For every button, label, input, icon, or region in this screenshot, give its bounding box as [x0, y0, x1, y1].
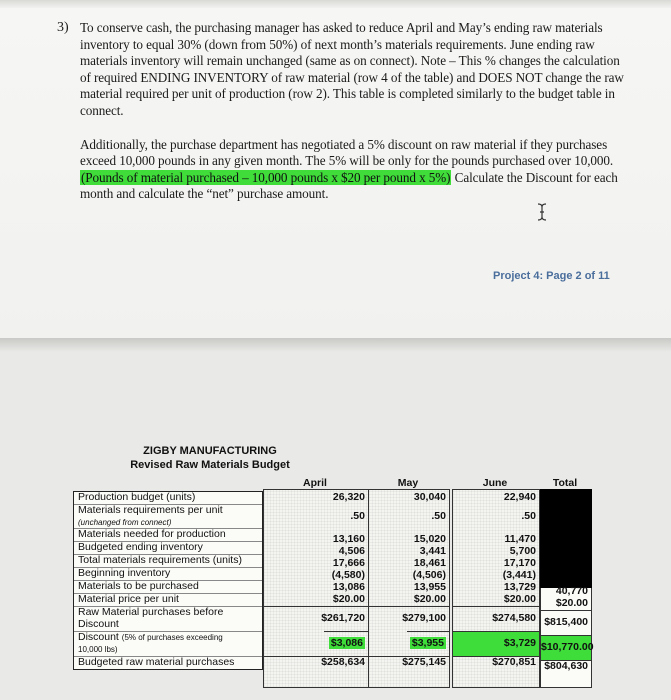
question-text	[80, 20, 625, 203]
label-to-be-purchased: Materials to be purchased	[74, 581, 262, 594]
may-needed: 15,020	[413, 533, 446, 545]
may-discount	[407, 631, 449, 656]
page-edge	[0, 0, 671, 8]
question-paragraph-2	[80, 137, 625, 203]
april-production: 26,320	[332, 491, 365, 503]
label-price-per-unit: Material price per unit	[74, 594, 262, 607]
column-june	[452, 489, 540, 688]
column-may	[368, 489, 450, 688]
label-discount	[74, 632, 262, 657]
june-ending-inventory: 5,700	[509, 545, 536, 557]
total-budgeted-purchases: $804,630	[541, 660, 591, 674]
april-beginning-inventory: (4,580)	[331, 569, 365, 581]
april-needed: 13,160	[332, 533, 365, 545]
april-budgeted-purchases: $258,634	[264, 656, 368, 670]
april-total-requirements: 17,666	[332, 557, 365, 569]
text-cursor-icon	[535, 202, 549, 222]
label-purchases-before-discount	[74, 607, 262, 632]
question-number: 3)	[57, 20, 69, 35]
label-beginning-inventory: Beginning inventory	[74, 568, 262, 581]
label-budgeted-purchases: Budgeted raw material purchases	[78, 657, 235, 668]
paragraph-2-instruction: Calculate the Discount for each month and calculate the “net” purchase amount.	[80, 169, 618, 202]
june-purchases-before: $274,580	[453, 606, 539, 631]
label-materials-per-unit-text: Materials requirements per unit	[78, 505, 223, 516]
label-materials-needed: Materials needed for production	[74, 529, 262, 542]
label-materials-per-unit	[74, 505, 262, 529]
april-discount-value: $3,086	[330, 637, 363, 649]
may-beginning-inventory: (4,506)	[412, 569, 446, 581]
may-purchases-before: $279,100	[369, 606, 449, 631]
april-purchases-before: $261,720	[264, 606, 368, 631]
june-production: 22,940	[503, 491, 536, 503]
label-production-budget: Production budget (units)	[74, 492, 262, 505]
label-total-requirements: Total materials requirements (units)	[74, 555, 262, 568]
band-shadow	[0, 338, 671, 352]
june-to-be-purchased: 13,729	[503, 581, 536, 593]
total-price: $20.00	[555, 597, 588, 609]
total-to-be-purchased: 40,770	[555, 585, 588, 597]
label-purchases-before-line2: Discount	[78, 617, 119, 630]
table-title: Revised Raw Materials Budget	[130, 459, 290, 471]
june-budgeted-purchases: $270,851	[453, 656, 539, 670]
june-price: $20.00	[503, 593, 536, 605]
header-april: April	[303, 477, 327, 489]
may-discount-value: $3,955	[411, 637, 444, 649]
april-ending-inventory: 4,506	[338, 545, 365, 557]
total-purchases-before: $815,400	[541, 610, 591, 635]
june-total-requirements: 17,170	[503, 557, 536, 569]
label-discount-note: (5% of purchases exceeding	[121, 633, 223, 642]
company-name: ZIGBY MANUFACTURING	[143, 445, 277, 457]
highlighted-formula: (Pounds of material purchased – 10,000 pounds x $20 per pound x 5%)	[81, 169, 451, 185]
april-discount	[324, 631, 368, 656]
paragraph-2-intro: Additionally, the purchase department has negotiated a 5% discount on raw material if they purchases exceed 10,000 pounds in any given month. The 5% will be only for the pounds purchased over 10,000.	[80, 136, 614, 169]
april-per-unit: .50	[350, 510, 365, 522]
header-may: May	[397, 477, 419, 489]
may-production: 30,040	[413, 491, 446, 503]
may-ending-inventory: 3,441	[419, 545, 446, 557]
june-per-unit: .50	[521, 510, 536, 522]
label-discount-note2: 10,000 lbs)	[78, 644, 118, 654]
april-to-be-purchased: 13,086	[332, 581, 365, 593]
may-total-requirements: 18,461	[413, 557, 446, 569]
header-total: Total	[552, 477, 578, 489]
may-price: $20.00	[413, 593, 446, 605]
column-total	[540, 489, 592, 688]
june-beginning-inventory: (3,441)	[502, 569, 536, 581]
april-price: $20.00	[332, 593, 365, 605]
may-per-unit: .50	[431, 510, 446, 522]
may-to-be-purchased: 13,955	[413, 581, 446, 593]
row-labels	[73, 491, 263, 670]
header-june: June	[482, 477, 508, 489]
label-ending-inventory: Budgeted ending inventory	[74, 542, 262, 555]
question-paragraph-1: To conserve cash, the purchasing manager has asked to reduce April and May’s ending raw materials inventory to equal 30% (down from 50%) of next month’s materials requirements. June ending raw materials inventory will remain unchanged (same as on connect). Note – This % changes the calculation of required ENDING INVENTORY of raw material (row 4 of the table) and DOES NOT change the raw material required per unit of production (row 2). This table is completed similarly to the budget table in connect.	[80, 20, 624, 118]
label-discount-line1	[78, 632, 262, 644]
june-discount: $3,729	[453, 631, 539, 656]
june-needed: 11,470	[504, 533, 536, 545]
total-blackout-block	[540, 489, 592, 588]
paper-page	[0, 0, 671, 338]
budget-spreadsheet	[70, 440, 594, 700]
label-discount-text: Discount	[78, 632, 119, 643]
column-april	[263, 489, 369, 688]
label-materials-per-unit-note: (unchanged from connect)	[78, 517, 172, 527]
may-budgeted-purchases: $275,145	[369, 656, 449, 670]
label-purchases-before-line1: Raw Material purchases before	[78, 607, 224, 618]
page-label: Project 4: Page 2 of 11	[493, 270, 610, 282]
total-discount: $10,770.00	[541, 635, 591, 660]
